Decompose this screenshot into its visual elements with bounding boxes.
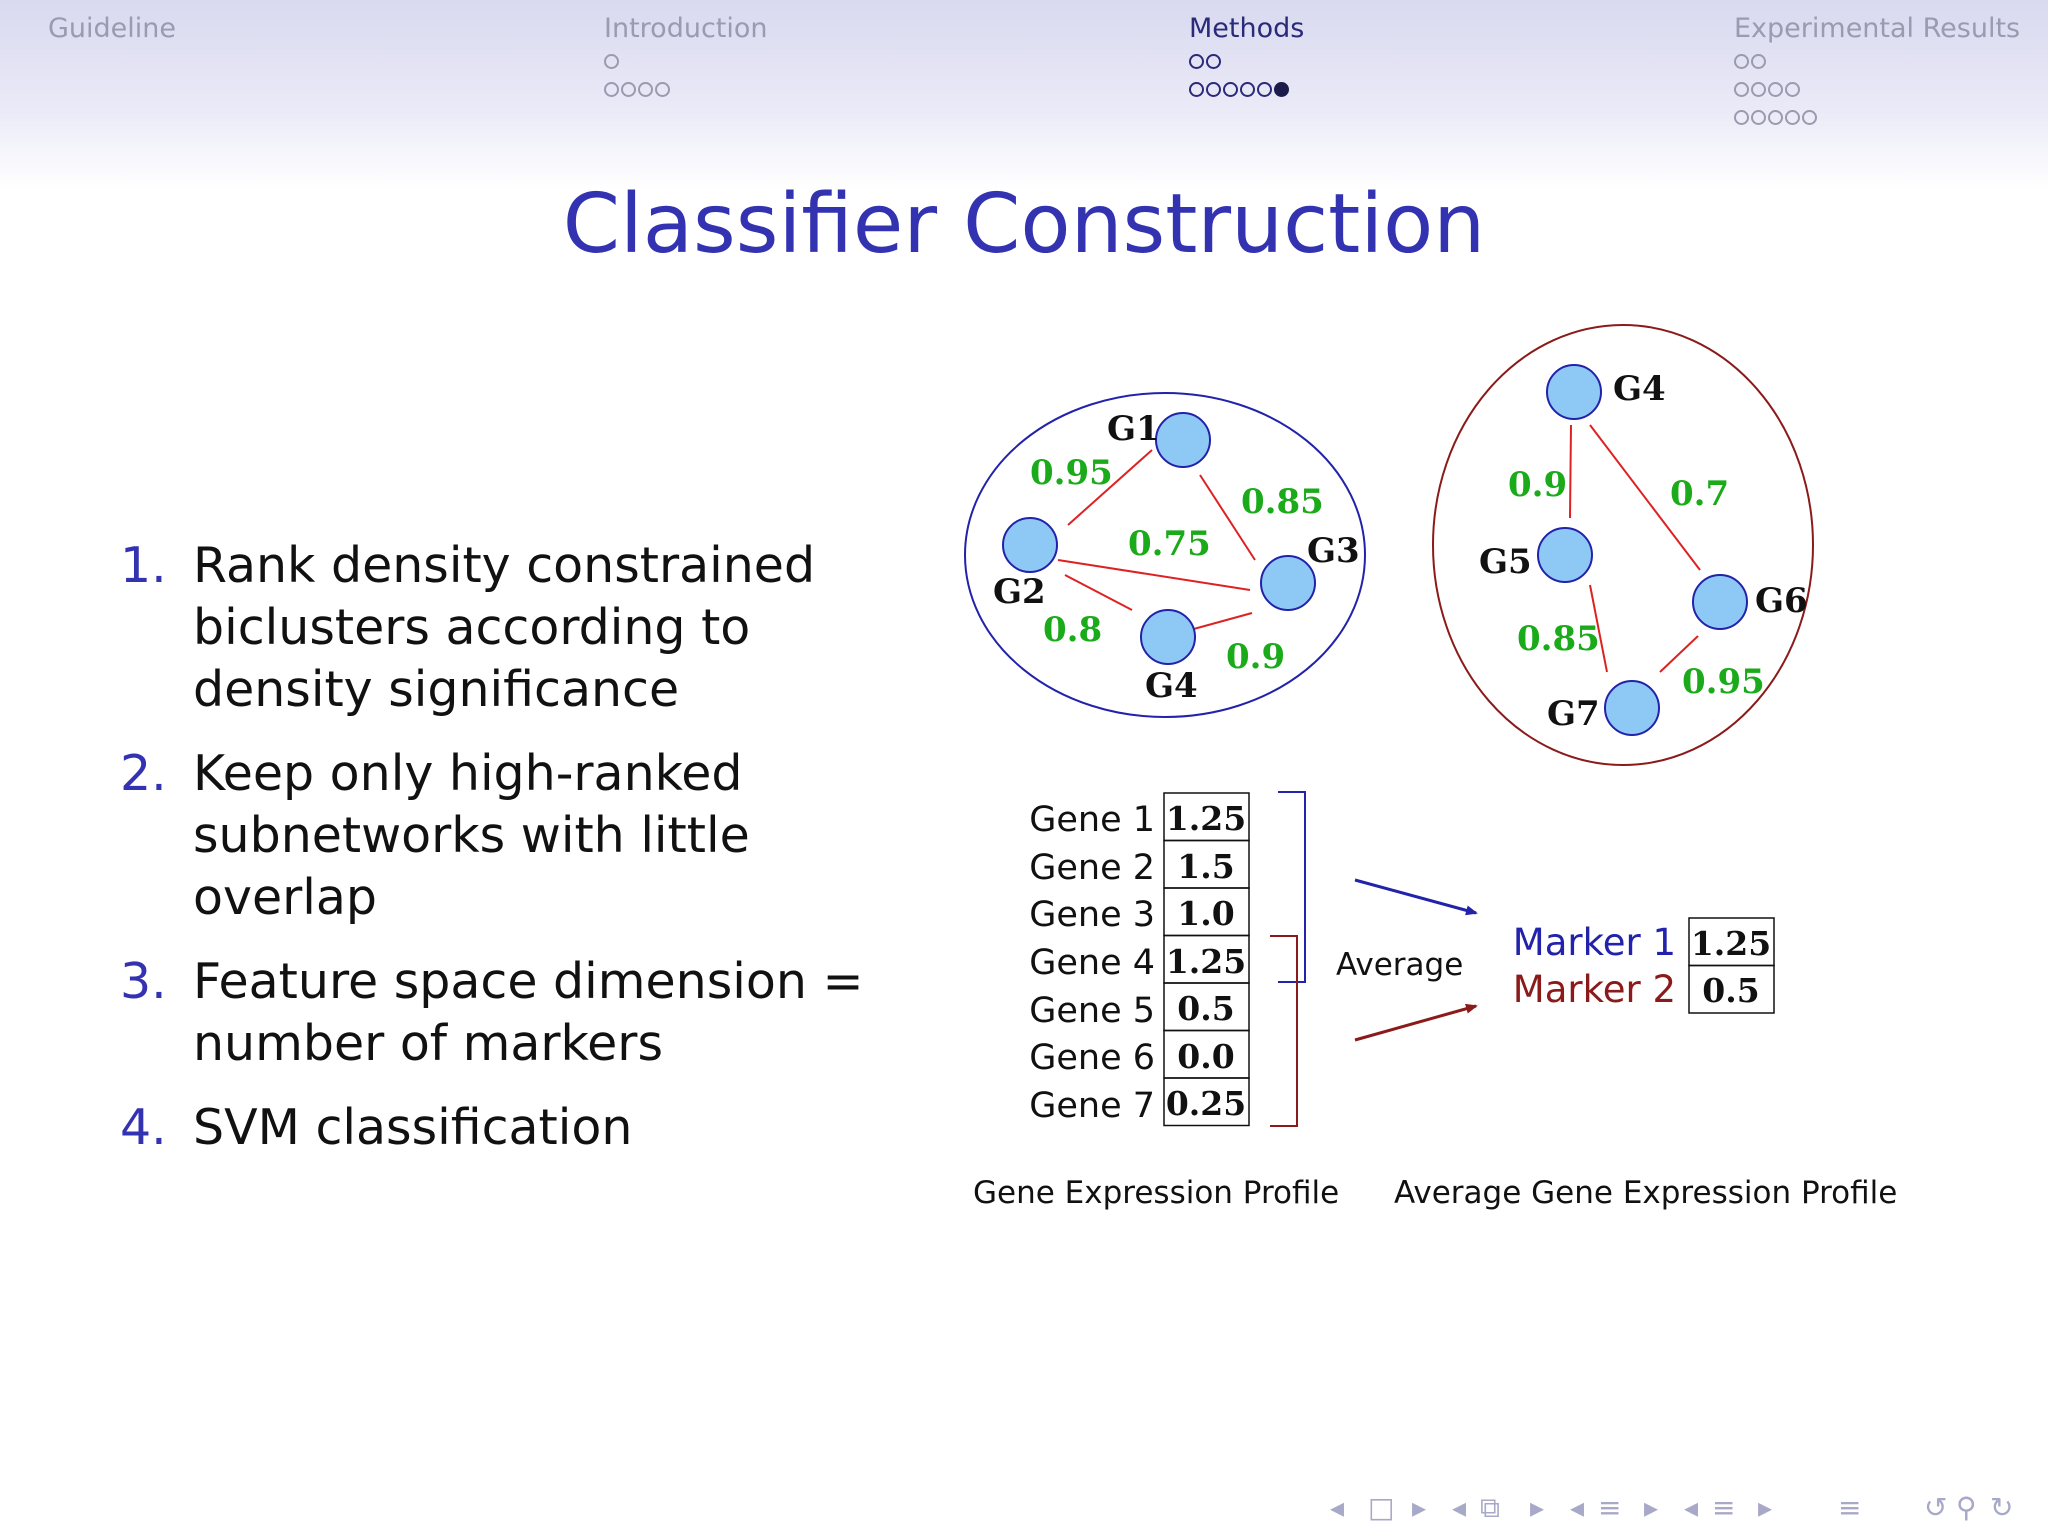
gene-label: Gene 4 (1029, 943, 1155, 983)
edge-weight: 0.8 (1043, 610, 1103, 650)
edge-weight: 0.9 (1508, 465, 1568, 505)
gene-value: 0.0 (1177, 1037, 1235, 1076)
arrow-left-icon[interactable]: ◂ (1330, 1491, 1345, 1524)
list-icon[interactable]: ≡ (1712, 1491, 1736, 1524)
item-number: 1. (120, 537, 167, 594)
gene-label: Gene 2 (1029, 848, 1155, 888)
arrow-right-icon[interactable]: ▸ (1412, 1491, 1427, 1524)
item-text: Keep only high-ranked subnetworks with little overlap (193, 745, 750, 926)
arrow-right-icon[interactable]: ▸ (1758, 1491, 1773, 1524)
section-icon[interactable]: ≡ (1598, 1491, 1622, 1524)
subsection-icon[interactable]: ⧉ (1480, 1491, 1500, 1524)
node-g4 (1141, 610, 1195, 664)
bracket-marker-1 (1278, 792, 1305, 982)
arrow-left-icon[interactable]: ◂ (1570, 1491, 1585, 1524)
item-number: 4. (120, 1099, 167, 1156)
gene-label: Gene 5 (1029, 991, 1155, 1031)
item-number: 3. (120, 953, 167, 1010)
gene-label: Gene 6 (1029, 1038, 1155, 1078)
node-g5 (1538, 528, 1592, 582)
marker-value: 1.25 (1690, 924, 1772, 963)
gene-value: 1.25 (1165, 942, 1247, 981)
item-text: SVM classification (193, 1099, 633, 1156)
nav-section-label[interactable]: Experimental Results (1734, 13, 2021, 44)
edge-weight: 0.95 (1682, 662, 1765, 702)
gene-value: 0.5 (1177, 989, 1235, 1028)
node-label: G6 (1755, 581, 1808, 621)
slide-title: Classifier Construction (562, 177, 1486, 272)
arrow-left-icon[interactable]: ◂ (1684, 1491, 1699, 1524)
marker-label: Marker 2 (1512, 968, 1676, 1011)
edge-weight: 0.75 (1128, 524, 1211, 564)
gene-label: Gene 7 (1029, 1086, 1155, 1126)
arrow-red (1355, 1006, 1476, 1040)
edge-weight: 0.85 (1517, 619, 1600, 659)
node-label: G3 (1307, 531, 1360, 571)
bracket-marker-2 (1270, 936, 1297, 1126)
arrow-blue (1355, 880, 1476, 913)
node-label: G4 (1613, 369, 1666, 409)
node-g7 (1605, 681, 1659, 735)
node-g1 (1156, 413, 1210, 467)
node-g2 (1003, 518, 1057, 572)
edge-weight: 0.95 (1030, 453, 1113, 493)
gene-value: 0.25 (1165, 1084, 1247, 1123)
arrow-left-icon[interactable]: ◂ (1452, 1491, 1467, 1524)
arrow-right-icon[interactable]: ▸ (1530, 1491, 1545, 1524)
node-g6 (1693, 575, 1747, 629)
nav-section-label[interactable]: Introduction (604, 13, 768, 44)
caption-average-gene-expression-profile: Average Gene Expression Profile (1394, 1175, 1898, 1211)
gene-label: Gene 1 (1029, 800, 1155, 840)
node-label: G5 (1479, 542, 1532, 582)
gene-value: 1.5 (1177, 847, 1235, 886)
caption-gene-expression-profile: Gene Expression Profile (973, 1175, 1340, 1211)
item-number: 2. (120, 745, 167, 802)
marker-label: Marker 1 (1512, 921, 1676, 964)
nav-section-label[interactable]: Methods (1189, 13, 1305, 44)
item-text: Feature space dimension = number of markers (193, 953, 864, 1072)
node-label: G7 (1547, 694, 1600, 734)
node-g4 (1547, 365, 1601, 419)
align-icon[interactable]: ≡ (1838, 1491, 1862, 1524)
gene-value: 1.25 (1165, 799, 1247, 838)
node-label: G4 (1145, 666, 1198, 706)
redo-icon[interactable]: ↻ (1990, 1491, 2014, 1524)
edge-weight: 0.7 (1670, 474, 1730, 514)
gene-label: Gene 3 (1029, 895, 1155, 935)
node-label: G2 (993, 572, 1046, 612)
edge-g4-g3 (1190, 613, 1252, 630)
undo-icon[interactable]: ↺ (1924, 1491, 1948, 1524)
frame-icon[interactable]: □ (1368, 1491, 1395, 1524)
search-icon[interactable]: ⚲ (1956, 1491, 1977, 1524)
nav-section-label[interactable]: Guideline (48, 13, 177, 44)
marker-value: 0.5 (1702, 971, 1760, 1010)
arrow-right-icon[interactable]: ▸ (1644, 1491, 1659, 1524)
average-label: Average (1336, 947, 1464, 983)
gene-value: 1.0 (1177, 894, 1235, 933)
edge-g4-g5 (1570, 425, 1571, 518)
edge-weight: 0.85 (1241, 482, 1324, 522)
edge-weight: 0.9 (1226, 637, 1286, 677)
item-text: Rank density constrained biclusters according to density significance (193, 537, 816, 718)
edge-g2-g4 (1065, 575, 1132, 610)
node-label: G1 (1107, 409, 1160, 449)
beamer-navigation-controls (1330, 1488, 2030, 1528)
